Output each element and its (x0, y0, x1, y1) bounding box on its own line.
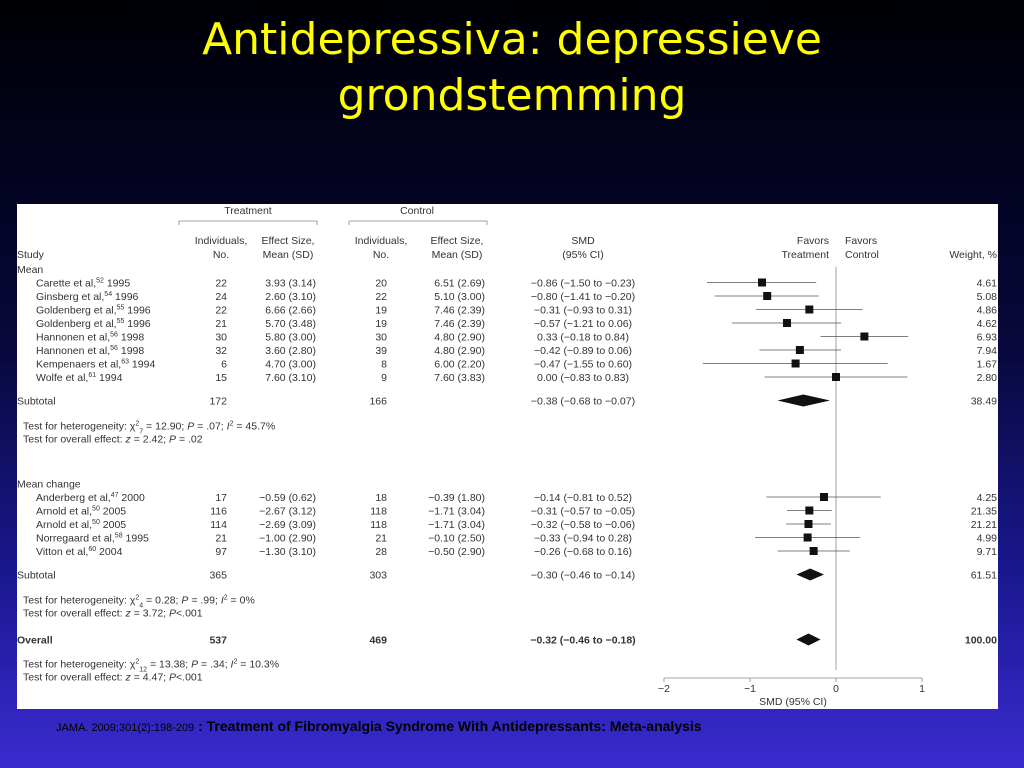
group-1-study-2-marker (763, 292, 771, 300)
group-1-study-5-control-effect: 4.80 (2.90) (434, 331, 485, 344)
control-bracket (349, 221, 487, 225)
control-effect-header-2: Mean (SD) (431, 249, 483, 261)
group-1-study-1-author: Carette et al, (36, 277, 97, 290)
group-2-study-5-treatment-n: 97 (215, 546, 227, 558)
overall-het-p: P (191, 658, 199, 671)
group-1-study-7-treatment-effect: 4.70 (3.00) (265, 358, 316, 371)
caption-title: Treatment of Fibromyalgia Syndrome With Antidepressants: Meta-analysis (206, 718, 702, 734)
group-2-study-3-name (36, 519, 126, 531)
group-1-study-4-year: 1996 (124, 318, 151, 330)
group-2-study-3-smd-text: −0.32 (−0.58 to −0.06) (530, 519, 636, 531)
group-1-study-4-marker (783, 319, 791, 327)
group-1-name: Mean (17, 264, 44, 276)
group-2-study-3-author: Arnold et al, (36, 519, 93, 531)
overall-overall-effect (23, 672, 203, 684)
group-1-het-prefix: Test for heterogeneity: χ (23, 420, 136, 433)
group-2-study-4-smd-text: −0.33 (−0.94 to 0.28) (533, 532, 633, 545)
group-1-study-8-year: 1994 (96, 372, 123, 384)
group-2-subtotal-weight: 61.51 (970, 569, 997, 582)
group-2-oe-zval: = 3.72; (130, 607, 170, 620)
overall-diamond (796, 634, 820, 646)
overall-het-isup: 2 (233, 658, 238, 666)
group-1-het-pval: = .07; (194, 420, 227, 433)
group-2-study-2-control-effect: −1.71 (3.04) (428, 505, 485, 518)
group-1-het-i: I (226, 420, 230, 433)
group-1-study-2-treatment-effect: 2.60 (3.10) (265, 291, 316, 303)
group-1-study-7-ref: 63 (121, 358, 130, 366)
overall-oe-p: P (169, 671, 177, 684)
group-2-study-2-marker (805, 507, 813, 515)
group-1-study-5-treatment-effect: 5.80 (3.00) (265, 331, 316, 344)
group-1-study-4-control-effect: 7.46 (2.39) (434, 318, 485, 330)
group-1-study-4-treatment-n: 21 (215, 318, 227, 330)
group-2-study-5-ref: 60 (88, 546, 97, 553)
group-1-study-3-name (36, 305, 151, 317)
group-1-study-3-control-n: 19 (375, 304, 387, 317)
group-2-study-1-smd-text: −0.14 (−0.81 to 0.52) (533, 492, 633, 504)
group-1-study-6-treatment-effect: 3.60 (2.80) (265, 345, 316, 357)
group-2-study-3-marker (804, 520, 812, 528)
group-1-het-stat: = 12.90; (143, 420, 188, 433)
group-2-subtotal-smd-text: −0.30 (−0.46 to −0.14) (530, 569, 636, 582)
group-2-study-3-weight: 21.21 (970, 519, 997, 531)
group-2-study-4-marker (804, 534, 812, 542)
group-1-oe-pval: = .02 (176, 433, 203, 446)
group-1-study-4-name (36, 318, 151, 330)
group-1-study-8-weight: 2.80 (976, 372, 997, 384)
group-2-study-2-control-n: 118 (370, 505, 387, 518)
group-1-study-1-marker (758, 279, 766, 287)
group-1-study-4-smd-text: −0.57 (−1.21 to 0.06) (533, 318, 633, 330)
group-1-subtotal-label: Subtotal (17, 395, 56, 408)
group-2-study-2-author: Arnold et al, (36, 505, 93, 518)
overall-oe-z: z (125, 671, 131, 684)
group-1-study-4-ref: 55 (116, 318, 125, 325)
group-1-study-3-year: 1996 (124, 304, 151, 317)
group-2-oe-prefix: Test for overall effect: (23, 607, 126, 620)
group-1-study-6-treatment-n: 32 (215, 345, 227, 357)
x-tick-label-3: 0 (833, 683, 839, 695)
x-tick-label-2: −1 (744, 683, 756, 695)
group-1-study-5-ref: 56 (110, 331, 118, 339)
smd-header-2: (95% CI) (562, 249, 604, 261)
weight-header: Weight, % (949, 249, 997, 261)
group-1-study-2-control-n: 22 (375, 291, 387, 303)
group-2-study-1-treatment-effect: −0.59 (0.62) (259, 492, 316, 504)
group-2-subtotal-treatment-n: 365 (209, 569, 227, 582)
overall-label: Overall (17, 634, 53, 647)
group-2-study-1-author: Anderberg et al, (36, 492, 111, 504)
group-1-oe-prefix: Test for overall effect: (23, 433, 126, 446)
group-1-study-8-name (36, 372, 123, 384)
group-1-study-1-smd-text: −0.86 (−1.50 to −0.23) (530, 277, 636, 290)
overall-smd-text: −0.32 (−0.46 to −0.18) (530, 634, 636, 647)
group-1-study-2-name (36, 291, 139, 303)
group-1-study-1-name (36, 278, 130, 290)
group-2-study-1-weight: 4.25 (976, 492, 997, 504)
group-1-study-1-control-effect: 6.51 (2.69) (434, 277, 485, 290)
group-1-study-6-control-n: 39 (375, 345, 387, 357)
source-caption (56, 718, 996, 736)
group-1-study-8-author: Wolfe et al, (36, 372, 89, 384)
group-2-study-4-treatment-effect: −1.00 (2.90) (259, 532, 316, 545)
group-1-study-1-treatment-n: 22 (215, 277, 227, 290)
group-1-study-8-treatment-effect: 7.60 (3.10) (265, 372, 316, 384)
group-1-study-1-treatment-effect: 3.93 (3.14) (265, 277, 316, 290)
group-1-study-5-smd-text: 0.33 (−0.18 to 0.84) (537, 331, 629, 344)
group-2-subtotal-control-n: 303 (369, 569, 387, 582)
group-2-study-2-ref: 50 (92, 505, 100, 513)
slide-title-line-1: Antidepressiva: depressieve (202, 14, 822, 65)
group-1-study-7-control-n: 8 (381, 358, 387, 371)
group-2-study-3-treatment-n: 114 (210, 519, 227, 531)
group-1-study-5-treatment-n: 30 (215, 331, 227, 344)
group-2-het-sup: 2 (135, 594, 140, 602)
group-2-oe-z: z (125, 607, 131, 620)
group-1-study-5-marker (860, 333, 868, 341)
overall-oe-pval: <.001 (176, 671, 203, 684)
group-2-study-4-treatment-n: 21 (215, 532, 227, 545)
group-2-oe-p: P (169, 607, 177, 620)
control-group-header: Control (400, 205, 434, 217)
favors-control-header-2: Control (845, 249, 879, 261)
study-header: Study (17, 249, 44, 261)
group-1-study-6-weight: 7.94 (976, 345, 997, 357)
group-1-study-2-treatment-n: 24 (215, 291, 227, 303)
group-1-study-8-treatment-n: 15 (215, 372, 227, 384)
x-tick-label-1: −2 (658, 683, 670, 695)
group-2-overall-effect (23, 608, 203, 620)
group-1-study-1-weight: 4.61 (976, 277, 997, 290)
group-1-study-6-control-effect: 4.80 (2.90) (434, 345, 485, 357)
group-1-study-6-author: Hannonen et al, (36, 345, 111, 357)
group-1-study-8-smd-text: 0.00 (−0.83 to 0.83) (537, 372, 629, 384)
group-2-study-4-weight: 4.99 (976, 532, 997, 545)
group-1-study-8-control-effect: 7.60 (3.83) (434, 372, 485, 384)
group-2-name: Mean change (17, 478, 81, 491)
group-2-het-pval: = .99; (188, 594, 221, 607)
caption-reference: JAMA. 2009;301(2):198-209 (56, 722, 195, 734)
treatment-bracket (179, 221, 317, 225)
overall-het-ival: = 10.3% (237, 658, 280, 671)
group-2-study-3-control-effect: −1.71 (3.04) (428, 519, 485, 531)
group-2-study-1-control-n: 18 (375, 492, 387, 504)
group-1-study-7-author: Kempenaers et al, (36, 358, 122, 371)
forest-plot (17, 204, 998, 709)
group-1-subtotal-treatment-n: 172 (209, 395, 227, 408)
group-1-study-3-weight: 4.86 (976, 304, 997, 317)
group-2-study-1-ref: 47 (110, 492, 119, 499)
group-2-study-2-smd-text: −0.31 (−0.57 to −0.05) (530, 505, 636, 518)
group-2-study-3-ref: 50 (92, 519, 100, 526)
favors-treatment-header-2: Treatment (781, 249, 829, 261)
control-individuals-header: Individuals, (354, 235, 408, 247)
group-1-oe-p: P (169, 433, 177, 446)
group-2-study-4-name (36, 533, 149, 545)
group-1-study-8-marker (832, 373, 840, 381)
group-1-study-5-control-n: 30 (375, 331, 387, 344)
group-1-subtotal-smd-text: −0.38 (−0.68 to −0.07) (530, 395, 636, 408)
group-2-study-5-weight: 9.71 (976, 546, 997, 558)
group-1-study-3-ref: 55 (116, 304, 125, 312)
group-1-study-6-name (36, 345, 144, 357)
treatment-group-header: Treatment (224, 205, 272, 217)
group-1-study-7-marker (792, 360, 800, 368)
group-1-study-8-control-n: 9 (381, 372, 387, 384)
control-effect-header: Effect Size, (430, 235, 484, 247)
group-1-study-5-name (36, 332, 144, 344)
overall-treatment-n: 537 (209, 634, 227, 647)
group-1-study-6-ref: 56 (110, 345, 118, 352)
group-1-study-3-control-effect: 7.46 (2.39) (434, 304, 485, 317)
group-1-study-1-year: 1995 (103, 277, 131, 290)
group-1-overall-effect (23, 434, 203, 446)
group-2-het-stat: = 0.28; (143, 594, 182, 607)
group-1-study-2-year: 1996 (112, 291, 139, 303)
overall-het-sup: 2 (135, 658, 140, 666)
group-2-study-5-smd-text: −0.26 (−0.68 to 0.16) (533, 546, 633, 558)
control-individuals-header-2: No. (372, 249, 390, 261)
group-2-study-5-control-n: 28 (375, 546, 387, 558)
group-2-subtotal-label: Subtotal (17, 569, 56, 582)
group-2-study-1-control-effect: −0.39 (1.80) (428, 492, 485, 504)
group-2-study-5-author: Vitton et al, (36, 546, 89, 558)
group-2-study-4-author: Norregaard et al, (36, 532, 115, 545)
group-1-study-7-control-effect: 6.00 (2.20) (434, 358, 485, 371)
group-2-het-isup: 2 (223, 594, 228, 602)
group-2-study-1-year: 2000 (118, 492, 145, 504)
group-1-study-3-smd-text: −0.31 (−0.93 to 0.31) (533, 304, 633, 317)
overall-het-sub: 12 (139, 666, 148, 674)
group-1-study-7-treatment-n: 6 (221, 358, 227, 371)
group-1-study-4-author: Goldenberg et al, (36, 318, 117, 330)
group-1-study-2-author: Ginsberg et al, (36, 291, 105, 303)
group-1-study-6-marker (796, 346, 804, 354)
slide-title-line-2: grondstemming (337, 70, 687, 121)
group-1-het-isup: 2 (229, 420, 234, 428)
group-2-study-2-weight: 21.35 (970, 505, 997, 518)
overall-het-stat: = 13.38; (147, 658, 192, 671)
x-tick-label-4: 1 (919, 683, 925, 695)
group-2-study-5-year: 2004 (96, 546, 123, 558)
favors-treatment-header: Favors (796, 235, 829, 247)
group-1-het-sup: 2 (135, 420, 140, 428)
group-2-study-3-treatment-effect: −2.69 (3.09) (259, 519, 316, 531)
group-1-study-2-smd-text: −0.80 (−1.41 to −0.20) (530, 291, 636, 303)
caption-separator: : (194, 718, 207, 734)
group-2-study-4-ref: 58 (114, 532, 123, 540)
smd-header: SMD (571, 235, 595, 247)
group-1-subtotal-diamond (778, 395, 830, 407)
group-1-study-1-ref: 52 (96, 277, 104, 285)
overall-oe-zval: = 4.47; (130, 671, 170, 684)
group-1-study-6-year: 1998 (117, 345, 145, 357)
overall-control-n: 469 (369, 634, 387, 647)
group-2-study-1-treatment-n: 17 (215, 492, 227, 504)
treatment-individuals-header-2: No. (212, 249, 230, 261)
group-2-oe-pval: <.001 (176, 607, 203, 620)
group-1-study-4-weight: 4.62 (976, 318, 997, 330)
group-2-het-prefix: Test for heterogeneity: χ (23, 594, 136, 607)
group-1-het-ival: = 45.7% (233, 420, 276, 433)
group-1-subtotal-weight: 38.49 (970, 395, 997, 408)
group-1-study-3-author: Goldenberg et al, (36, 304, 117, 317)
overall-het-i: I (230, 658, 234, 671)
group-1-study-2-weight: 5.08 (976, 291, 997, 303)
group-2-study-2-treatment-n: 116 (210, 505, 227, 518)
group-1-study-3-marker (805, 306, 813, 314)
group-1-het-sub: 7 (139, 428, 144, 436)
group-1-subtotal-control-n: 166 (369, 395, 387, 408)
group-1-study-4-control-n: 19 (375, 318, 387, 330)
group-2-het-p: P (181, 594, 189, 607)
group-1-oe-z: z (125, 433, 131, 446)
group-1-study-7-name (36, 359, 155, 371)
treatment-effect-header-2: Mean (SD) (262, 249, 314, 261)
group-2-study-2-name (36, 506, 126, 518)
group-1-study-5-author: Hannonen et al, (36, 331, 111, 344)
overall-oe-prefix: Test for overall effect: (23, 671, 126, 684)
group-1-study-5-year: 1998 (117, 331, 145, 344)
group-1-study-3-treatment-n: 22 (215, 304, 227, 317)
group-1-het-p: P (187, 420, 195, 433)
overall-weight: 100.00 (964, 634, 997, 647)
overall-het-prefix: Test for heterogeneity: χ (23, 658, 136, 671)
group-1-study-4-treatment-effect: 5.70 (3.48) (265, 318, 316, 330)
group-2-study-2-treatment-effect: −2.67 (3.12) (259, 505, 316, 518)
group-1-study-8-ref: 61 (88, 372, 97, 379)
forest-plot-figure (17, 204, 998, 709)
group-2-study-3-control-n: 118 (370, 519, 387, 531)
group-1-oe-zval: = 2.42; (130, 433, 170, 446)
group-2-het-i: I (220, 594, 224, 607)
group-1-study-2-control-effect: 5.10 (3.00) (434, 291, 485, 303)
group-2-study-3-year: 2005 (99, 519, 127, 531)
group-2-study-5-treatment-effect: −1.30 (3.10) (259, 546, 316, 558)
group-1-study-7-year: 1994 (129, 358, 156, 371)
group-2-study-4-year: 1995 (122, 532, 149, 545)
group-2-study-4-control-n: 21 (375, 532, 387, 545)
group-1-study-2-ref: 54 (104, 291, 113, 298)
group-1-study-1-control-n: 20 (375, 277, 387, 290)
group-1-study-7-smd-text: −0.47 (−1.55 to 0.60) (533, 358, 633, 371)
group-2-study-5-name (36, 546, 123, 558)
group-2-study-2-year: 2005 (99, 505, 127, 518)
group-2-study-4-control-effect: −0.10 (2.50) (428, 532, 485, 545)
group-2-study-1-name (36, 492, 145, 504)
favors-control-header: Favors (845, 235, 878, 247)
group-2-study-5-marker (810, 547, 818, 555)
overall-het-pval: = .34; (198, 658, 231, 671)
group-1-study-6-smd-text: −0.42 (−0.89 to 0.06) (533, 345, 633, 357)
group-2-het-ival: = 0% (227, 594, 255, 607)
x-axis-label: SMD (95% CI) (759, 696, 827, 708)
group-2-study-1-marker (820, 493, 828, 501)
slide-title (0, 12, 1024, 124)
group-2-het-sub: 4 (139, 602, 144, 610)
treatment-individuals-header: Individuals, (194, 235, 248, 247)
group-1-study-3-treatment-effect: 6.66 (2.66) (265, 304, 316, 317)
treatment-effect-header: Effect Size, (261, 235, 315, 247)
group-1-study-5-weight: 6.93 (976, 331, 997, 344)
group-1-study-7-weight: 1.67 (976, 358, 997, 371)
group-2-subtotal-diamond (796, 569, 824, 581)
group-2-study-5-control-effect: −0.50 (2.90) (428, 546, 485, 558)
